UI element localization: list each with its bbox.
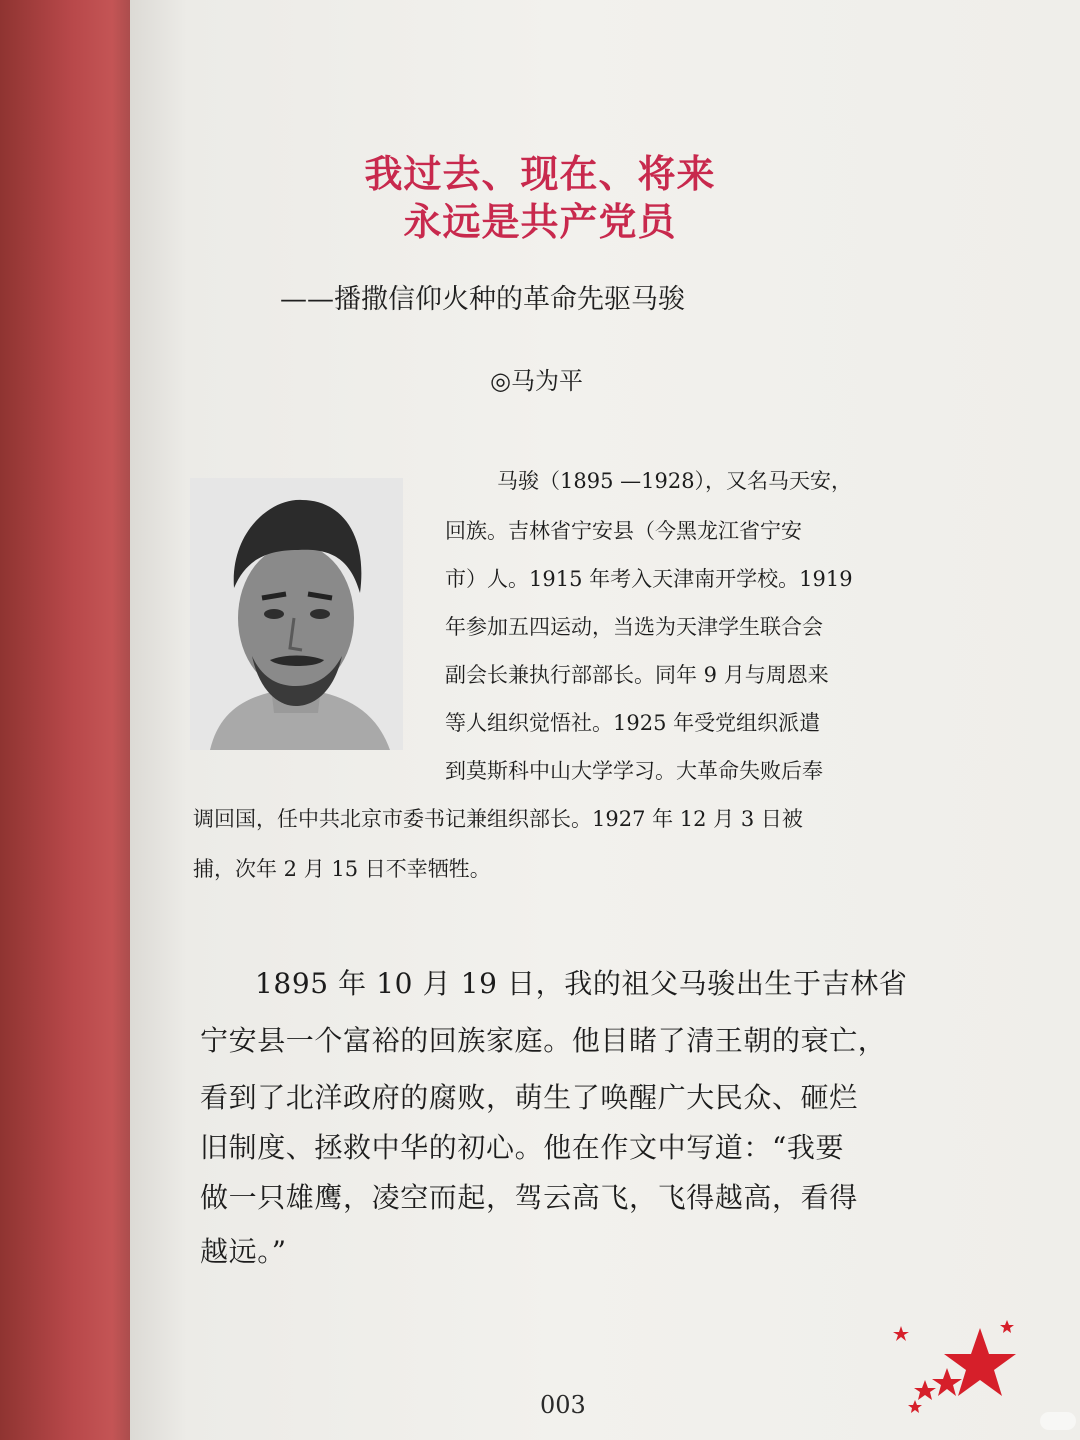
bio-line-4: 年参加五四运动，当选为天津学生联合会 [445,615,823,639]
watermark-badge [1040,1412,1076,1430]
bio-line-6: 等人组织觉悟社。1925 年受党组织派遣 [445,711,821,735]
page-number: 003 [540,1391,586,1419]
portrait-photo [190,478,403,750]
bio-line-8: 调回国，任中共北京市委书记兼组织部长。1927 年 12 月 3 日被 [193,807,803,831]
author-byline: ◎马为平 [490,367,583,395]
body-line-5: 做一只雄鹰，凌空而起，驾云高飞，飞得越高，看得 [200,1181,858,1214]
chapter-title-line-2: 永远是共产党员 [403,200,677,244]
running-head-bleed [490,34,870,48]
chapter-title [0,150,1080,246]
bio-line-3: 市）人。1915 年考入天津南开学校。1919 [445,567,853,591]
bio-line-1: 马骏（1895 —1928），又名马天安， [497,469,853,493]
bio-line-7: 到莫斯科中山大学学习。大革命失败后奉 [445,759,823,783]
body-line-4: 旧制度、拯救中华的初心。他在作文中写道：“我要 [200,1131,845,1164]
bio-line-9: 捕，次年 2 月 15 日不幸牺牲。 [193,857,491,881]
chapter-title-line-1: 我过去、现在、将来 [364,152,716,196]
body-line-1: 1895 年 10 月 19 日，我的祖父马骏出生于吉林省 [255,967,908,1000]
portrait-photo-icon [190,478,403,750]
chapter-subtitle: ——播撒信仰火种的革命先驱马骏 [280,284,685,315]
red-stars-icon [885,1318,1025,1418]
body-line-2: 宁安县一个富裕的回族家庭。他目睹了清王朝的衰亡， [200,1024,887,1057]
body-line-3: 看到了北洋政府的腐败，萌生了唤醒广大民众、砸烂 [200,1081,858,1114]
body-line-6: 越远。” [200,1235,287,1268]
bio-line-5: 副会长兼执行部部长。同年 9 月与周恩来 [445,663,829,687]
bio-line-2: 回族。吉林省宁安县（今黑龙江省宁安 [445,519,802,543]
